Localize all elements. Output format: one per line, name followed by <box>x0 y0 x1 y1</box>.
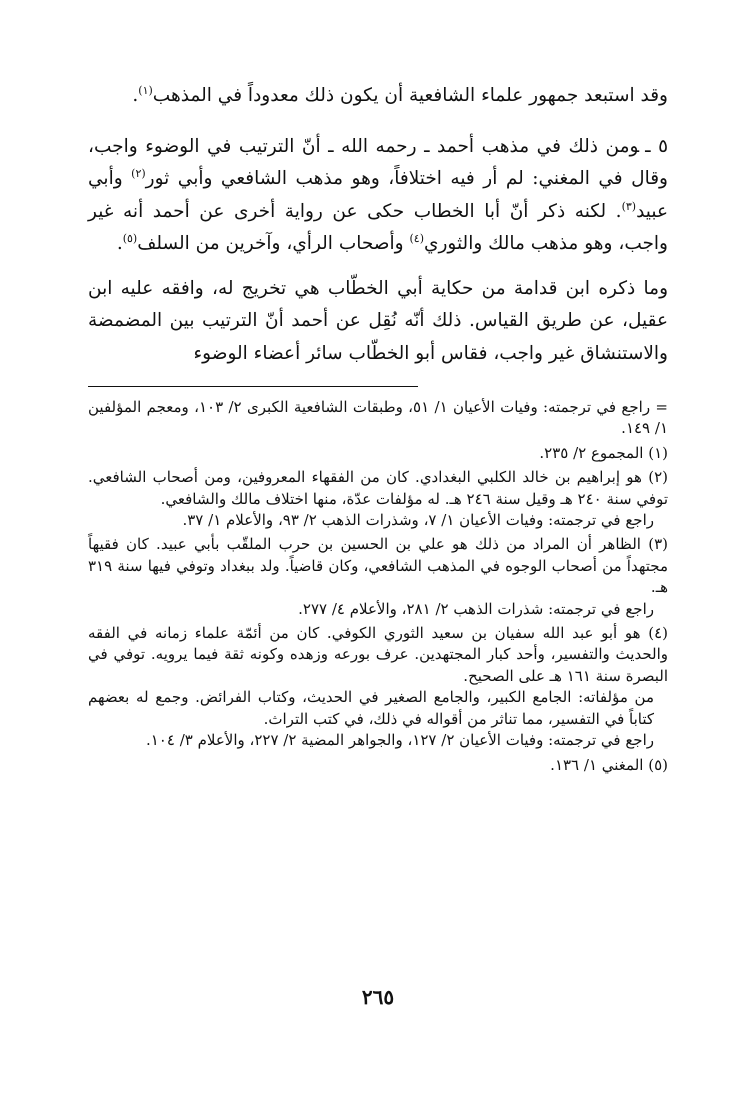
paragraph-2-text-a: ومن ذلك في مذهب أحمد ـ رحمه الله ـ أنّ الترتيب في الوضوء واجب، وقال في المغني: لم أر فيه اختلافاً، وهو مذهب الشافعي وأبي ثور <box>88 135 668 189</box>
page-number: ٢٦٥ <box>361 985 395 1009</box>
paragraph-1-text: وقد استبعد جمهور علماء الشافعية أن يكون ذلك معدوداً في المذهب <box>152 85 668 106</box>
footnote-ref-4: (٤) <box>409 231 424 245</box>
footnotes <box>88 397 668 776</box>
footnote-2: (٢) هو إبراهيم بن خالد الكلبي البغدادي. كان من الفقهاء المعروفين، ومن أصحاب الشافعي. توفي سنة ٢٤٠ هـ وقيل سنة ٢٤٦ هـ. له مؤلفات عدّة، منها اختلاف مالك والشافعي. <box>88 468 668 508</box>
footnote-ref-2: (٢) <box>131 166 146 180</box>
paragraph-1 <box>88 80 668 113</box>
footnote-5: (٥) المغني ١/ ١٣٦. <box>550 755 668 774</box>
footnote-3: (٣) الظاهر أن المراد من ذلك هو علي بن الحسين بن حرب الملقّب بأبي عبيد. كان فقيهاً مجتهداً من أصحاب الوجوه في المذهب الشافعي، وكان قاضياً. ولد ببغداد وتوفي فيها سنة ٣١٩ هـ. <box>88 535 668 597</box>
book-page <box>88 80 668 779</box>
footnote-ref-1: (١) <box>138 83 153 97</box>
paragraph-2-end: . <box>116 233 123 254</box>
footnote-4-sources: راجع في ترجمته: وفيات الأعيان ٢/ ١٢٧، والجواهر المضية ٢/ ٢٢٧، والأعلام ٣/ ١٠٤. <box>145 731 654 750</box>
footnote-ref-5: (٥) <box>122 231 138 245</box>
item-number: ٥ ـ <box>645 135 668 157</box>
footnote-continuation: = راجع في ترجمته: وفيات الأعيان ١/ ٥١، وطبقات الشافعية الكبرى ٢/ ١٠٣، ومعجم المؤلفين ١/ ١٤٩. <box>88 398 669 438</box>
paragraph-2-text-b: وأبي عبيد <box>88 168 668 222</box>
paragraph-2-text-c: . لكنه ذكر أنّ أبا الخطاب حكى عن رواية أخرى عن أحمد أنه غير واجب، وهو مذهب مالك والثوري <box>88 200 668 254</box>
footnote-divider <box>88 386 418 387</box>
footnote-ref-3: (٣) <box>621 199 637 213</box>
paragraph-2-text-d: وأصحاب الرأي، وآخرين من السلف <box>137 233 410 254</box>
main-text <box>88 80 668 370</box>
paragraph-3: وما ذكره ابن قدامة من حكاية أبي الخطّاب هي تخريج له، وافقه عليه ابن عقيل، عن طريق القياس. ذلك أنّه نُقِل عن أحمد أنّ الترتيب بين المضمضة والاستنشاق غير واجب، فقاس أبو الخطّاب سائر أعضاء الوضوء <box>88 277 668 364</box>
footnote-4-works: من مؤلفاته: الجامع الكبير، والجامع الصغير في الحديث، وكتاب الفرائض. وجمع له بعضهم كتاباً في التفسير، مما تناثر من أقواله في ذلك، في كتب التراث. <box>88 688 654 728</box>
paragraph-2 <box>88 131 668 261</box>
paragraph-1-end: . <box>132 85 139 106</box>
footnote-1: (١) المجموع ٢/ ٢٣٥. <box>539 443 668 462</box>
footnote-4: (٤) هو أبو عبد الله سفيان بن سعيد الثوري الكوفي. كان من أئمّة علماء زمانه في الفقه والحديث والتفسير، وأحد كبار المجتهدين. عرف بورعه وزهده وكونه ثقة فيما يرويه. توفي في البصرة سنة ١٦١ هـ على الصحيح. <box>88 624 668 685</box>
footnote-2-sources: راجع في ترجمته: وفيات الأعيان ١/ ٧، وشذرات الذهب ٢/ ٩٣، والأعلام ١/ ٣٧. <box>182 511 654 530</box>
footnote-3-sources: راجع في ترجمته: شذرات الذهب ٢/ ٢٨١، والأعلام ٤/ ٢٧٧. <box>298 599 654 618</box>
